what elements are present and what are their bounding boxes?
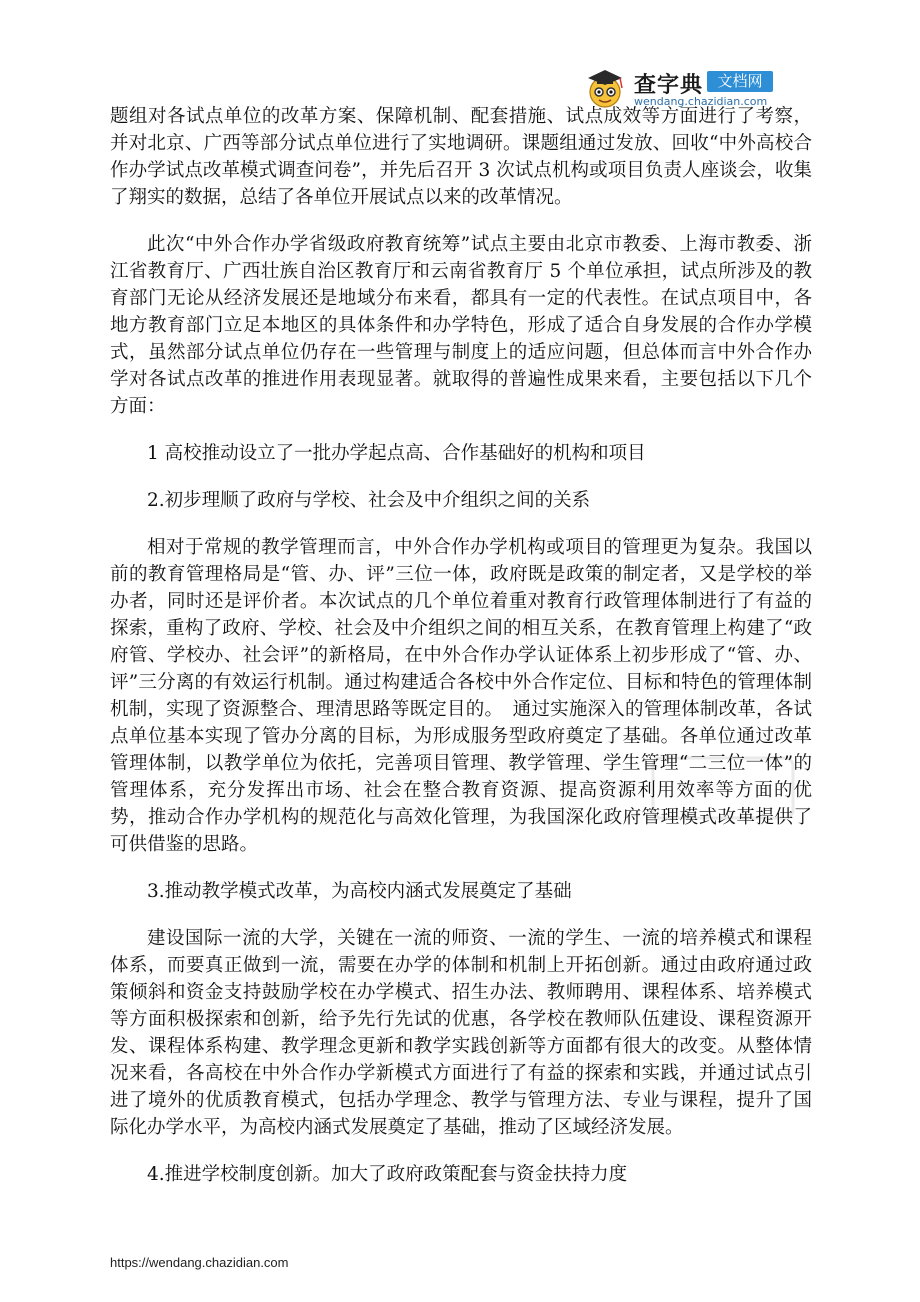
section-heading-4: 4.推进学校制度创新。加大了政府政策配套与资金扶持力度: [147, 1164, 628, 1185]
section-heading-2: 2.初步理顺了政府与学校、社会及中介组织之间的关系: [147, 490, 591, 511]
paragraph-2: 此次“中外合作办学省级政府教育统筹”试点主要由北京市教委、上海市教委、浙江省教育厅、广西壮族自治区教育厅和云南省教育厅 5 个单位承担，试点所涉及的教育部门无论从经济发展还是地域分布来看，都具有一定的代表性。在试点项目中，各地方教育部门立足本地区的具体条件和办学特色，形成了适合自身发展的合作办学模式，虽然部分试点单位仍存在一些管理与制度上的适应问题，但总体而言中外合作办学对各试点改革的推进作用表现显著。就取得的普遍性成果来看，主要包括以下几个方面：: [110, 234, 812, 417]
section-heading-1: 1 高校推动设立了一批办学起点高、合作基础好的机构和项目: [147, 443, 646, 464]
paragraph-1: 题组对各试点单位的改革方案、保障机制、配套措施、试点成效等方面进行了考察，并对北京、广西等部分试点单位进行了实地调研。课题组通过发放、回收“中外高校合作办学试点改革模式调查问卷”，并先后召开 3 次试点机构或项目负责人座谈会，收集了翔实的数据，总结了各单位开展试点以来的改革情况。: [110, 106, 812, 208]
logo-brand-text: 查字典: [634, 73, 704, 98]
document-body: [110, 103, 812, 1188]
section-heading-3: 3.推动教学模式改革，为高校内涵式发展奠定了基础: [147, 881, 572, 902]
logo-url-text: wendang.chazidian.com: [634, 95, 768, 108]
logo-tag-text: 文档网: [707, 71, 773, 92]
paragraph-3: 相对于常规的教学管理而言，中外合作办学机构或项目的管理更为复杂。我国以前的教育管理格局是“管、办、评”三位一体，政府既是政策的制定者，又是学校的举办者，同时还是评价者。本次试点的几个单位着重对教育行政管理体制进行了有益的探索，重构了政府、学校、社会及中介组织之间的相互关系，在教育管理上构建了“政府管、学校办、社会评”的新格局，在中外合作办学认证体系上初步形成了“管、办、评”三分离的有效运行机制。通过构建适合各校中外合作定位、目标和特色的管理体制机制，实现了资源整合、理清思路等既定目的。 通过实施深入的管理体制改革，各试点单位基本实现了管办分离的目标，为形成服务型政府奠定了基础。各单位通过改革管理体制，以教学单位为依托，完善项目管理、教学管理、学生管理“二三位一体”的管理体系，充分发挥出市场、社会在整合教育资源、提高资源利用效率等方面的优势，推动合作办学机构的规范化与高效化管理，为我国深化政府管理模式改革提供了可供借鉴的思路。: [110, 537, 812, 855]
footer-url[interactable]: https://wendang.chazidian.com: [110, 1255, 289, 1270]
paragraph-4: 建设国际一流的大学，关键在一流的师资、一流的学生、一流的培养模式和课程体系，而要真正做到一流，需要在办学的体制和机制上开拓创新。通过由政府通过政策倾斜和资金支持鼓励学校在办学模式、招生办法、教师聘用、课程体系、培养模式等方面积极探索和创新，给予先行先试的优惠，各学校在教师队伍建设、课程资源开发、课程体系构建、教学理念更新和教学实践创新等方面都有很大的改变。从整体情况来看，各高校在中外合作办学新模式方面进行了有益的探索和实践，并通过试点引进了境外的优质教育模式，包括办学理念、教学与管理方法、专业与课程，提升了国际化办学水平，为高校内涵式发展奠定了基础，推动了区域经济发展。: [110, 928, 812, 1138]
